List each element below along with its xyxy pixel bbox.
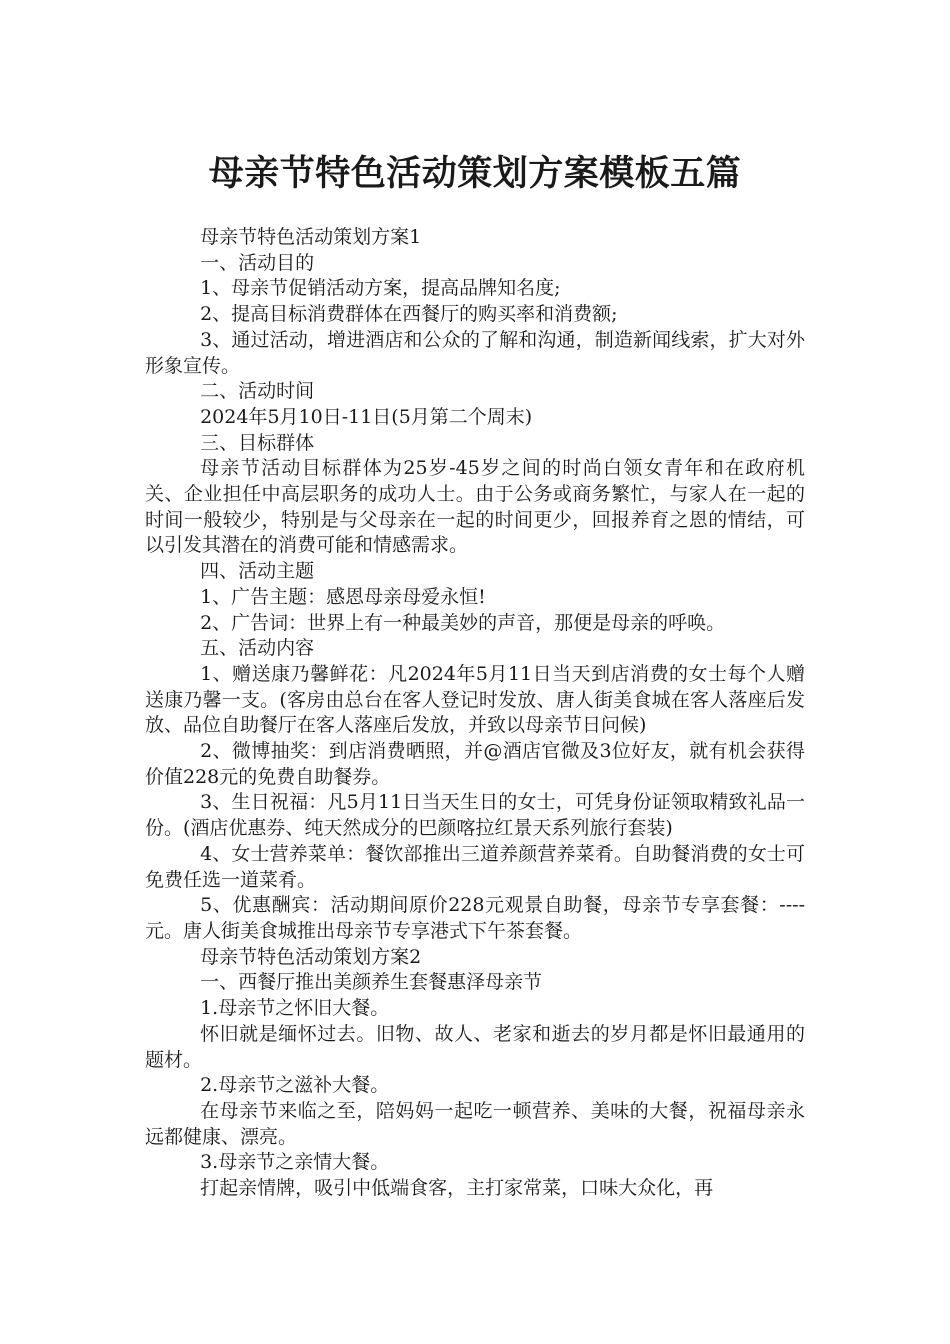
paragraph: 母亲节活动目标群体为25岁-45岁之间的时尚白领女青年和在政府机关、企业担任中高层职务的成功人士。由于公务或商务繁忙，与家人在一起的时间一般较少，特别是与父母亲在一起的时间更少，回报养育之恩的情结，可以引发其潜在的消费可能和情感需求。 [145, 457, 805, 557]
paragraph: 2、微博抽奖：到店消费晒照，并@酒店官微及3位好友，就有机会获得价值228元的免费自助餐券。 [145, 740, 805, 788]
paragraph: 5、优惠酬宾：活动期间原价228元观景自助餐，母亲节专享套餐：----元。唐人街美食城推出母亲节专享港式下午茶套餐。 [145, 894, 805, 942]
paragraph: 1、母亲节促销活动方案，提高品牌知名度; [200, 277, 561, 300]
paragraph: 四、活动主题 [200, 560, 315, 583]
paragraph: 3.母亲节之亲情大餐。 [200, 1151, 390, 1174]
paragraph: 1.母亲节之怀旧大餐。 [200, 997, 390, 1020]
paragraph: 二、活动时间 [200, 380, 315, 403]
document-body [145, 225, 805, 1202]
paragraph: 五、活动内容 [200, 637, 315, 660]
paragraph: 三、目标群体 [200, 431, 315, 454]
paragraph: 3、通过活动，增进酒店和公众的了解和沟通，制造新闻线索，扩大对外形象宣传。 [145, 328, 805, 377]
paragraph: 2024年5月10日-11日(5月第二个周末) [200, 405, 533, 428]
paragraph: 4、女士营养菜单：餐饮部推出三道养颜营养菜肴。自助餐消费的女士可免费任选一道菜肴。 [145, 842, 805, 891]
paragraph: 1、赠送康乃馨鲜花：凡2024年5月11日当天到店消费的女士每个人赠送康乃馨一支。(客房由总台在客人登记时发放、唐人街美食城在客人落座后发放、品位自助餐厅在客人落座后发放，并致以母亲节日问候) [145, 662, 805, 737]
paragraph: 2.母亲节之滋补大餐。 [200, 1074, 390, 1097]
paragraph: 一、活动目的 [200, 251, 315, 274]
document-title: 母亲节特色活动策划方案模板五篇 [208, 153, 742, 195]
paragraph: 3、生日祝福：凡5月11日当天生日的女士，可凭身份证领取精致礼品一份。(酒店优惠券、纯天然成分的巴颜喀拉红景天系列旅行套装) [145, 791, 805, 840]
paragraph: 怀旧就是缅怀过去。旧物、故人、老家和逝去的岁月都是怀旧最通用的题材。 [145, 1022, 805, 1071]
paragraph: 一、西餐厅推出美颜养生套餐惠泽母亲节 [200, 971, 543, 994]
paragraph: 母亲节特色活动策划方案1 [200, 226, 422, 248]
paragraph: 母亲节特色活动策划方案2 [200, 945, 422, 968]
paragraph: 2、提高目标消费群体在西餐厅的购买率和消费额; [200, 303, 618, 326]
paragraph: 1、广告主题：感恩母亲母爱永恒! [200, 585, 486, 608]
paragraph: 打起亲情牌，吸引中低端食客，主打家常菜，口味大众化，再 [200, 1177, 714, 1200]
paragraph: 在母亲节来临之至，陪妈妈一起吃一顿营养、美味的大餐，祝福母亲永远都健康、漂亮。 [145, 1099, 805, 1148]
paragraph: 2、广告词：世界上有一种最美妙的声音，那便是母亲的呼唤。 [200, 611, 726, 634]
